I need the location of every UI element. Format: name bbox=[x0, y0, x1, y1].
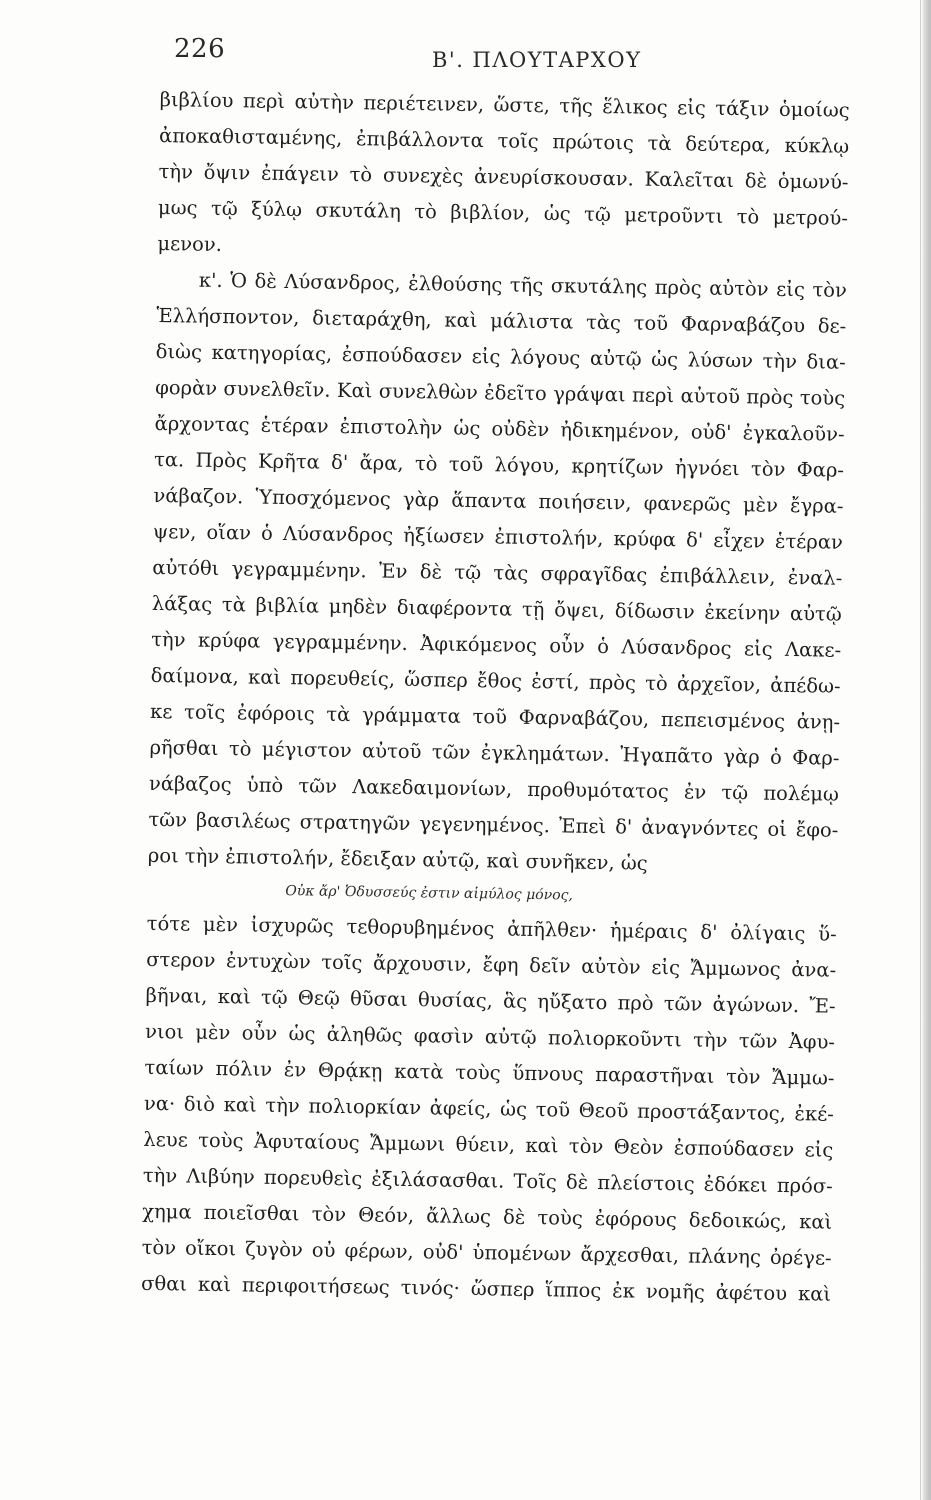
text-line: ψεν, οἵαν ὁ Λύσανδρος ἠξίωσεν ἐπιστολήν, κρύφα δ' εἶχεν ἑτέραν bbox=[152, 519, 844, 554]
text-line-paragraph-start: κ'. Ὁ δὲ Λύσανδρος, ἐλθούσης τῆς σκυτάλης πρὸς αὐτὸν εἰς τὸν bbox=[198, 268, 847, 302]
text-line: βιβλίου περὶ αὐτὴν περιέτεινεν, ὥστε, τῆς ἕλικος εἰς τάξιν ὁμοίως bbox=[159, 87, 850, 122]
text-line: ταίων πόλιν ἐν Θρᾴκῃ κατὰ τοὺς ὕπνους παραστῆναι τὸν Ἄμμω- bbox=[144, 1055, 835, 1090]
text-line: φορὰν συνελθεῖν. Καὶ συνελθὼν ἐδεῖτο γράψαι περὶ αὐτοῦ πρὸς τοὺς bbox=[155, 375, 846, 410]
text-line: κε τοῖς ἐφόροις τὰ γράμματα τοῦ Φαρναβάζου, πεπεισμένος ἀνῃ- bbox=[149, 699, 841, 734]
text-line: να· διὸ καὶ τὴν πολιορκίαν ἀφείς, ὡς τοῦ Θεοῦ προστάξαντος, ἐκέ- bbox=[143, 1091, 835, 1126]
text-line: χημα ποιεῖσθαι τὸν Θεόν, ἄλλως δὲ τοὺς ἐφόρους δεδοικώς, καὶ bbox=[142, 1199, 833, 1234]
text-line: νάβαζον. Ὑποσχόμενος γὰρ ἅπαντα ποιήσειν, φανερῶς μὲν ἔγρα- bbox=[153, 483, 844, 518]
text-line: στερον ἐντυχὼν τοῖς ἄρχουσιν, ἔφη δεῖν αὐτὸν εἰς Ἄμμωνος ἀνα- bbox=[146, 947, 837, 982]
text-line: τὴν κρύφα γεγραμμένην. Ἀφικόμενος οὖν ὁ Λύσανδρος εἰς Λακε- bbox=[151, 627, 842, 662]
text-line: Ἑλλήσποντον, διεταράχθη, καὶ μάλιστα τὰς τοῦ Φαρναβάζου δε- bbox=[156, 303, 847, 338]
text-body bbox=[141, 82, 850, 1313]
running-head: Β'. ΠΛΟΥΤΑΡΧΟΥ bbox=[432, 48, 642, 72]
text-line: μενον. bbox=[157, 231, 223, 256]
text-line: τὸν οἴκοι ζυγὸν οὐ φέρων, οὐδ' ὑπομένων ἄρχεσθαι, πλάνης ὀρέγε- bbox=[141, 1235, 832, 1270]
text-line: τότε μὲν ἰσχυρῶς τεθορυβημένος ἀπῆλθεν· ἡμέραις δ' ὀλίγαις ὕ- bbox=[146, 911, 837, 946]
text-line: ἀποκαθισταμένης, ἐπιβάλλοντα τοῖς πρώτοις τὰ δεύτερα, κύκλῳ bbox=[158, 123, 850, 158]
text-line: τὴν Λιβύην πορευθεὶς ἐξιλάσασθαι. Τοῖς δὲ πλείστοις ἐδόκει πρόσ- bbox=[142, 1163, 833, 1198]
text-line: νάβαζος ὑπὸ τῶν Λακεδαιμονίων, προθυμότατος ἐν τῷ πολέμῳ bbox=[148, 771, 840, 806]
text-line: νιοι μὲν οὖν ὡς ἀληθῶς φασὶν αὐτῷ πολιορκοῦντι τὴν τῶν Ἀφυ- bbox=[144, 1019, 836, 1054]
verse-quotation: Οὐκ ἄρ' Ὀδυσσεύς ἐστιν αἱμύλος μόνος, bbox=[285, 883, 574, 904]
text-line: τὴν ὄψιν ἐπάγειν τὸ συνεχὲς ἀνευρίσκουσαν. Καλεῖται δὲ ὁμωνύ- bbox=[158, 159, 849, 194]
text-line: μως τῷ ξύλῳ σκυτάλη τὸ βιβλίον, ὡς τῷ μετροῦντι τὸ μετρού- bbox=[157, 195, 849, 230]
text-line: βῆναι, καὶ τῷ Θεῷ θῦσαι θυσίας, ἃς ηὔξατο πρὸ τῶν ἀγώνων. Ἔ- bbox=[145, 983, 836, 1018]
text-line: τα. Πρὸς Κρῆτα δ' ἄρα, τὸ τοῦ λόγου, κρητίζων ἠγνόει τὸν Φαρ- bbox=[153, 447, 845, 482]
text-line: ρῆσθαι τὸ μέγιστον αὐτοῦ τῶν ἐγκλημάτων. Ἠγαπᾶτο γὰρ ὁ Φαρ- bbox=[149, 735, 840, 770]
text-line: λευε τοὺς Ἀφυταίους Ἄμμωνι θύειν, καὶ τὸν Θεὸν ἐσπούδασεν εἰς bbox=[143, 1127, 834, 1162]
text-line: διὼς κατηγορίας, ἐσπούδασεν εἰς λόγους αὐτῷ ὡς λύσων τὴν δια- bbox=[155, 339, 846, 374]
page-edge-shadow bbox=[921, 0, 931, 1500]
text-line: ροι τὴν ἐπιστολήν, ἔδειξαν αὐτῷ, καὶ συνῆκεν, ὡς bbox=[147, 843, 648, 875]
text-line: τῶν βασιλέως στρατηγῶν γεγενημένος. Ἐπεὶ δ' ἀναγνόντες οἱ ἔφο- bbox=[148, 807, 839, 842]
text-line: αὐτόθι γεγραμμένην. Ἐν δὲ τῷ τὰς σφραγῖδας ἐπιβάλλειν, ἐναλ- bbox=[152, 555, 843, 590]
page-number: 226 bbox=[174, 34, 226, 64]
text-line: ἄρχοντας ἑτέραν ἐπιστολὴν ὡς οὐδὲν ἠδικημένον, οὐδ' ἐγκαλοῦν- bbox=[154, 411, 845, 446]
text-line: σθαι καὶ περιφοιτήσεως τινός· ὥσπερ ἵππος ἐκ νομῆς ἀφέτου καὶ bbox=[140, 1271, 832, 1306]
page-header bbox=[170, 32, 850, 80]
text-line: λάξας τὰ βιβλία μηδὲν διαφέροντα τῇ ὄψει, δίδωσιν ἐκείνην αὐτῷ bbox=[151, 591, 842, 626]
text-line: δαίμονα, καὶ πορευθείς, ὥσπερ ἔθος ἐστί, πρὸς τὸ ἀρχεῖον, ἀπέδω- bbox=[150, 663, 841, 698]
